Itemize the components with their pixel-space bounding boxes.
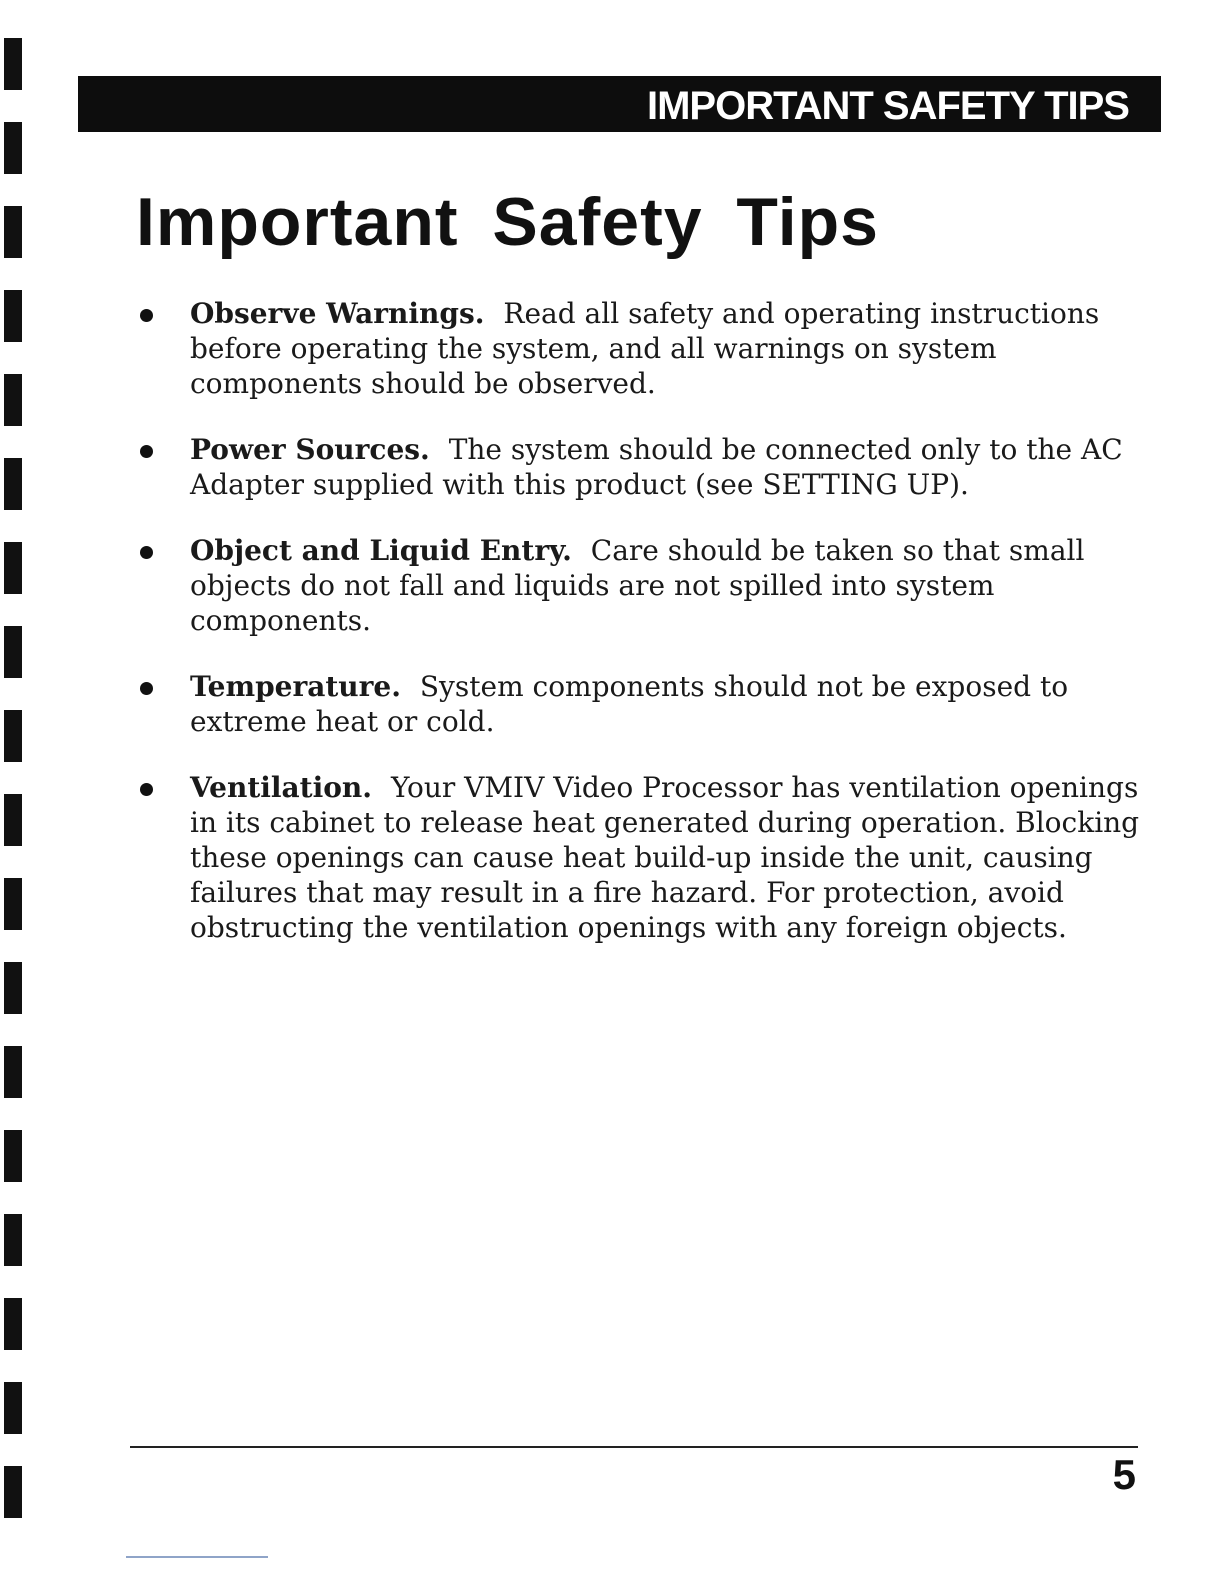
tip-heading: Observe Warnings. <box>190 297 485 330</box>
spiral-binding-holes <box>0 30 30 1560</box>
binding-hole <box>4 962 22 1014</box>
page-number: 5 <box>1112 1451 1136 1498</box>
page-title: Important Safety Tips <box>136 184 879 260</box>
binding-hole <box>4 542 22 594</box>
binding-hole <box>4 1298 22 1350</box>
bullet-icon <box>140 546 153 559</box>
bullet-icon <box>140 783 153 796</box>
binding-hole <box>4 1466 22 1518</box>
tip-ventilation <box>136 770 1146 945</box>
tip-text: Care should be taken so that small objects do not fall and liquids are not spilled into system components. <box>190 534 1085 637</box>
section-header-bar <box>78 76 1161 132</box>
binding-hole <box>4 626 22 678</box>
binding-hole <box>4 374 22 426</box>
tip-heading: Power Sources. <box>190 433 430 466</box>
tip-observe-warnings <box>136 296 1146 401</box>
tip-heading: Object and Liquid Entry. <box>190 534 572 567</box>
footer-divider <box>130 1446 1138 1448</box>
tip-text: System components should not be exposed to extreme heat or cold. <box>190 670 1069 738</box>
binding-hole <box>4 1214 22 1266</box>
binding-hole <box>4 878 22 930</box>
tip-power-sources <box>136 432 1146 502</box>
tip-text: Your VMIV Video Processor has ventilation openings in its cabinet to release heat generated during operation. Blocking these openings can cause heat build-up inside the unit, causing failures that may result in a fire hazard. For protection, avoid obstructing the ventilation openings with any foreign objects. <box>190 771 1140 944</box>
tip-text: The system should be connected only to the AC Adapter supplied with this product (see SETTING UP). <box>190 433 1123 501</box>
safety-tips-list <box>136 296 1146 976</box>
tip-temperature <box>136 669 1146 739</box>
binding-hole <box>4 1382 22 1434</box>
binding-hole <box>4 206 22 258</box>
section-header-title: IMPORTANT SAFETY TIPS <box>647 84 1129 128</box>
binding-hole <box>4 1130 22 1182</box>
binding-hole <box>4 1046 22 1098</box>
binding-hole <box>4 710 22 762</box>
binding-hole <box>4 290 22 342</box>
tip-object-liquid-entry <box>136 533 1146 638</box>
scan-artifact-line <box>126 1556 268 1558</box>
bullet-icon <box>140 445 153 458</box>
binding-hole <box>4 458 22 510</box>
tip-heading: Ventilation. <box>190 771 373 804</box>
binding-hole <box>4 794 22 846</box>
tip-heading: Temperature. <box>190 670 401 703</box>
bullet-icon <box>140 309 153 322</box>
binding-hole <box>4 122 22 174</box>
tip-text: Read all safety and operating instructions before operating the system, and all warnings on system components should be observed. <box>190 297 1100 400</box>
bullet-icon <box>140 682 153 695</box>
binding-hole <box>4 38 22 90</box>
